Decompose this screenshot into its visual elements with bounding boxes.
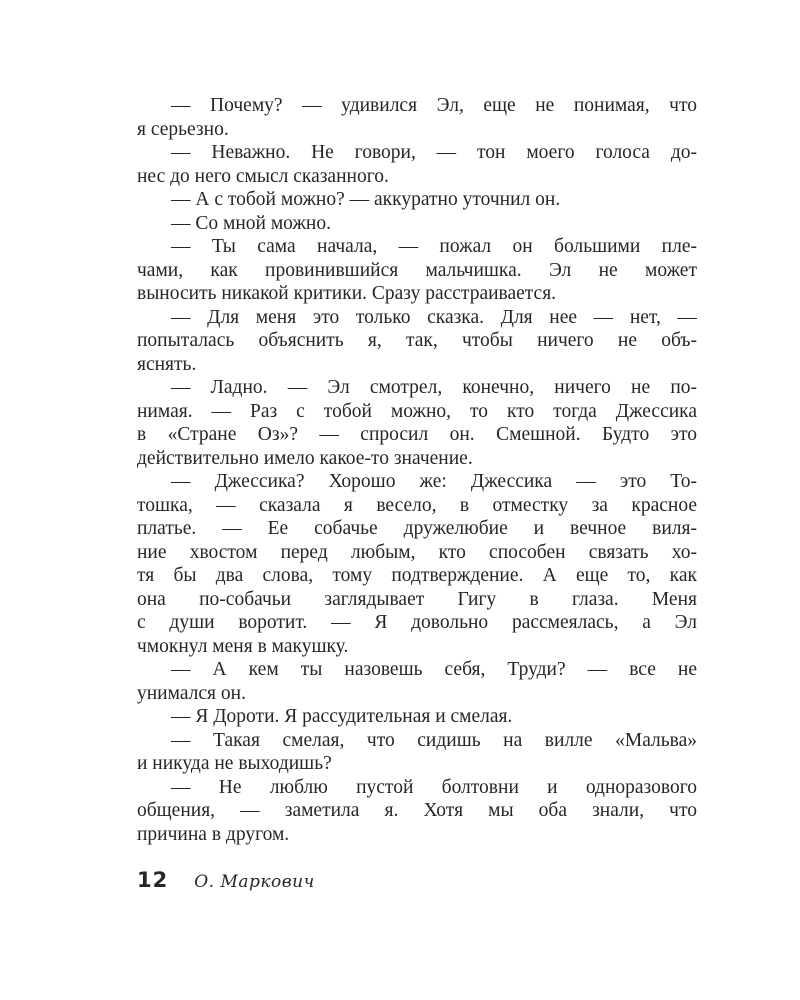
text-line: — Ладно. — Эл смотрел, конечно, ничего не по- bbox=[171, 377, 697, 398]
text-line: и никуда не выходишь? bbox=[137, 753, 332, 774]
text-line: — Джессика? Хорошо же: Джессика — это То- bbox=[171, 471, 697, 492]
page-number: 12 bbox=[137, 868, 169, 892]
text-line: выносить никакой критики. Сразу расстраивается. bbox=[137, 283, 557, 304]
text-line: действительно имело какое-то значение. bbox=[137, 447, 473, 469]
text-line: общения, — заметила я. Хотя мы оба знали, что bbox=[137, 800, 697, 821]
text-line: чмокнул меня в макушку. bbox=[137, 635, 349, 657]
author-name: О. Маркович bbox=[194, 872, 315, 892]
text-line: — Почему? — удивился Эл, еще не понимая, что bbox=[171, 95, 697, 116]
text-line: она по-собачьи заглядывает Гигу в глаза. Меня bbox=[137, 588, 697, 610]
text-line: попыталась объяснить я, так, чтобы ничего не объ- bbox=[137, 330, 697, 351]
text-line: — Не люблю пустой болтовни и одноразового bbox=[171, 776, 697, 798]
text-line: тошка, — сказала я весело, в отместку за красное bbox=[137, 494, 697, 516]
text-line: тя бы два слова, тому подтверждение. А еще то, как bbox=[137, 565, 697, 586]
text-line: яснять. bbox=[137, 353, 197, 375]
text-line: — Неважно. Не говори, — тон моего голоса до- bbox=[171, 142, 697, 163]
text-line: нес до него смысл сказанного. bbox=[137, 165, 389, 187]
text-line: — Такая смелая, что сидишь на вилле «Мальва» bbox=[171, 729, 697, 751]
text-line: — Я Дороти. Я рассудительная и смелая. bbox=[171, 706, 513, 727]
page-footer bbox=[137, 868, 315, 898]
text-line: нимая. — Раз с тобой можно, то кто тогда Джессика bbox=[137, 400, 697, 422]
text-line: — А с тобой можно? — аккуратно уточнил он. bbox=[171, 189, 561, 210]
text-line: в «Стране Оз»? — спросил он. Смешной. Будто это bbox=[137, 424, 697, 445]
text-line: платье. — Ее собачье дружелюбие и вечное виля- bbox=[137, 518, 697, 539]
text-line: — А кем ты назовешь себя, Труди? — все не bbox=[171, 659, 697, 680]
text-line: унимался он. bbox=[137, 682, 246, 704]
text-line: ние хвостом перед любым, кто способен связать хо- bbox=[137, 541, 697, 563]
text-line: причина в другом. bbox=[137, 823, 290, 845]
text-line: с души воротит. — Я довольно рассмеялась, а Эл bbox=[137, 612, 697, 633]
text-line: — Ты сама начала, — пожал он большими пле- bbox=[171, 236, 697, 257]
text-line: — Со мной можно. bbox=[171, 212, 331, 234]
text-line: — Для меня это только сказка. Для нее — нет, — bbox=[171, 306, 697, 328]
text-line: чами, как провинившийся мальчишка. Эл не может bbox=[137, 259, 697, 281]
text-line: я серьезно. bbox=[137, 118, 229, 140]
body-text bbox=[137, 94, 697, 846]
